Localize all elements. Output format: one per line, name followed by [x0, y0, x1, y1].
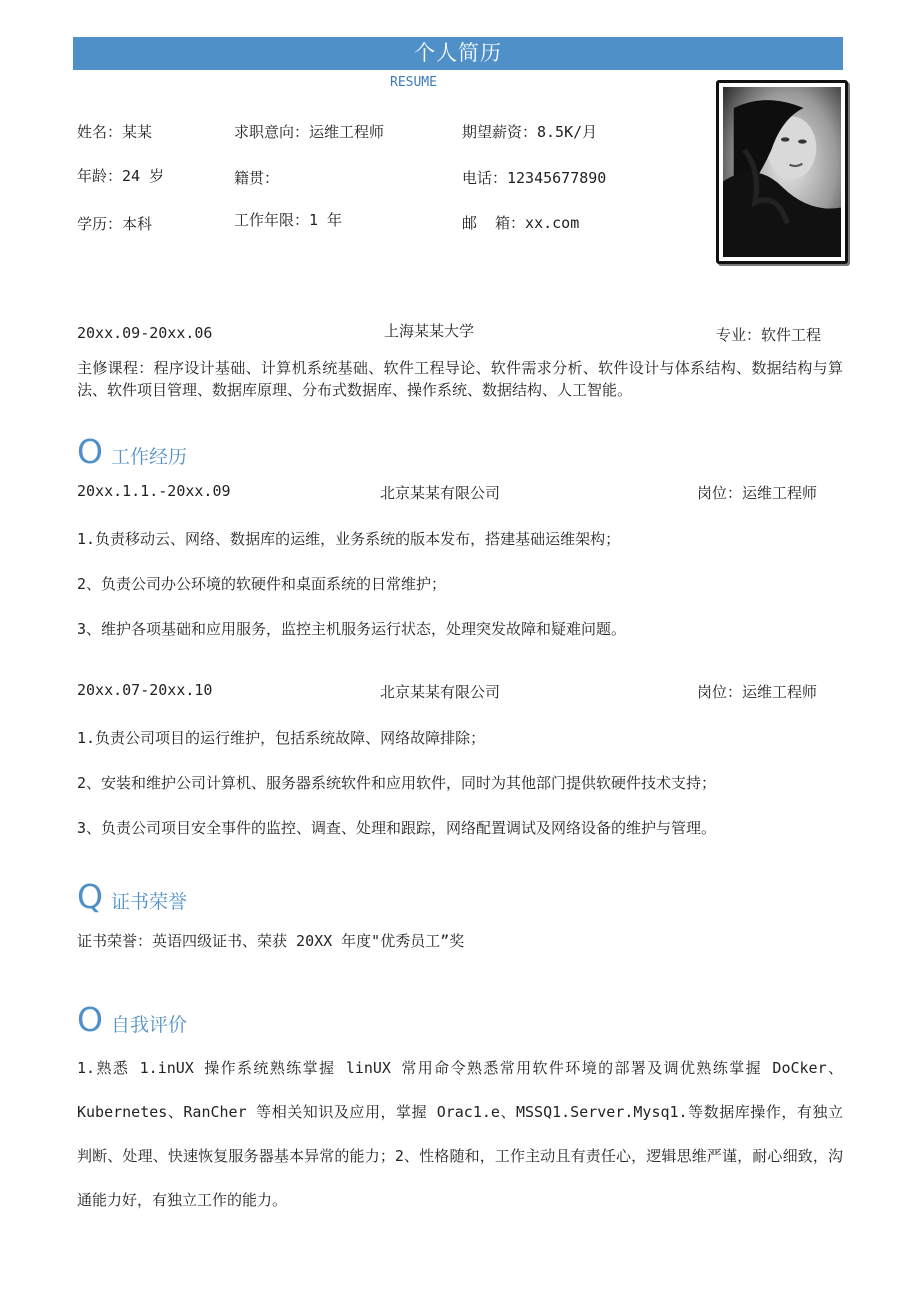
cert-text: 证书荣誉：英语四级证书、荣获 20XX 年度"优秀员工”奖 [77, 932, 465, 950]
job-company: 北京某某有限公司 [380, 683, 501, 701]
info-education: 学历：本科 [77, 215, 153, 233]
info-name: 姓名：某某 [77, 123, 153, 141]
job-duty: 2、安装和维护公司计算机、服务器系统软件和应用软件，同时为其他部门提供软硬件技术支持； [77, 774, 717, 792]
info-intent: 求职意向：运维工程师 [234, 123, 385, 141]
job-dates: 20xx.1.1.-20xx.09 [77, 482, 231, 500]
job-duty: 1.负责移动云、网络、数据库的运维，业务系统的版本发布，搭建基础运维架构； [77, 530, 621, 548]
job-position: 岗位：运维工程师 [697, 683, 818, 701]
job-duty: 3、维护各项基础和应用服务，监控主机服务运行状态，处理突发故障和疑难问题。 [77, 620, 627, 638]
section-marker: O [77, 1000, 103, 1039]
job-duty: 3、负责公司项目安全事件的监控、调查、处理和跟踪，网络配置调试及网络设备的维护与管理。 [77, 819, 717, 837]
resume-title-bar [73, 37, 843, 70]
job-duty: 2、负责公司办公环境的软硬件和桌面系统的日常维护； [77, 575, 447, 593]
section-marker: Q [77, 877, 103, 916]
info-phone: 电话：12345677890 [462, 169, 607, 187]
section-marker: O [77, 432, 103, 471]
info-salary: 期望薪资：8.5K/月 [462, 123, 598, 141]
edu-major: 专业：软件工程 [716, 326, 822, 344]
job-position: 岗位：运维工程师 [697, 484, 818, 502]
info-years: 工作年限：1 年 [234, 211, 343, 229]
resume-subtitle: RESUME [390, 75, 437, 90]
job-dates: 20xx.07-20xx.10 [77, 681, 213, 699]
job-company: 北京某某有限公司 [380, 484, 501, 502]
edu-dates: 20xx.09-20xx.06 [77, 324, 213, 342]
info-email: 邮 箱：xx.com [462, 214, 580, 232]
info-age: 年龄：24 岁 [77, 167, 165, 185]
job-duty: 1.负责公司项目的运行维护，包括系统故障、网络故障排除； [77, 729, 486, 747]
edu-courses: 主修课程：程序设计基础、计算机系统基础、软件工程导论、软件需求分析、软件设计与体系结构、数据结构与算法、软件项目管理、数据库原理、分布式数据库、操作系统、数据结构、人工智能。 [77, 359, 843, 399]
profile-photo [716, 80, 848, 264]
section-title: 证书荣誉 [111, 891, 188, 913]
section-title: 工作经历 [111, 446, 188, 468]
resume-title: 个人简历 [414, 41, 502, 65]
info-origin: 籍贯： [234, 169, 280, 187]
edu-school: 上海某某大学 [384, 322, 475, 340]
portrait-image [723, 87, 841, 257]
section-title: 自我评价 [111, 1014, 188, 1036]
self-evaluation-text: 1.熟悉 1.inUX 操作系统熟练掌握 linUX 常用命令熟悉常用软件环境的部署及调优熟练掌握 DoCker、Kubernetes、RanCher 等相关知识及应用，掌握 Orac1.e、MSSQ1.Server.Mysq1.等数据库操作，有独立判断、处理、快速恢复服务器基本异常的能力；2、性格随和，工作主动且有责任心，逻辑思维严谨，耐心细致，沟通能力好，有独立工作的能力。 [77, 1059, 843, 1209]
